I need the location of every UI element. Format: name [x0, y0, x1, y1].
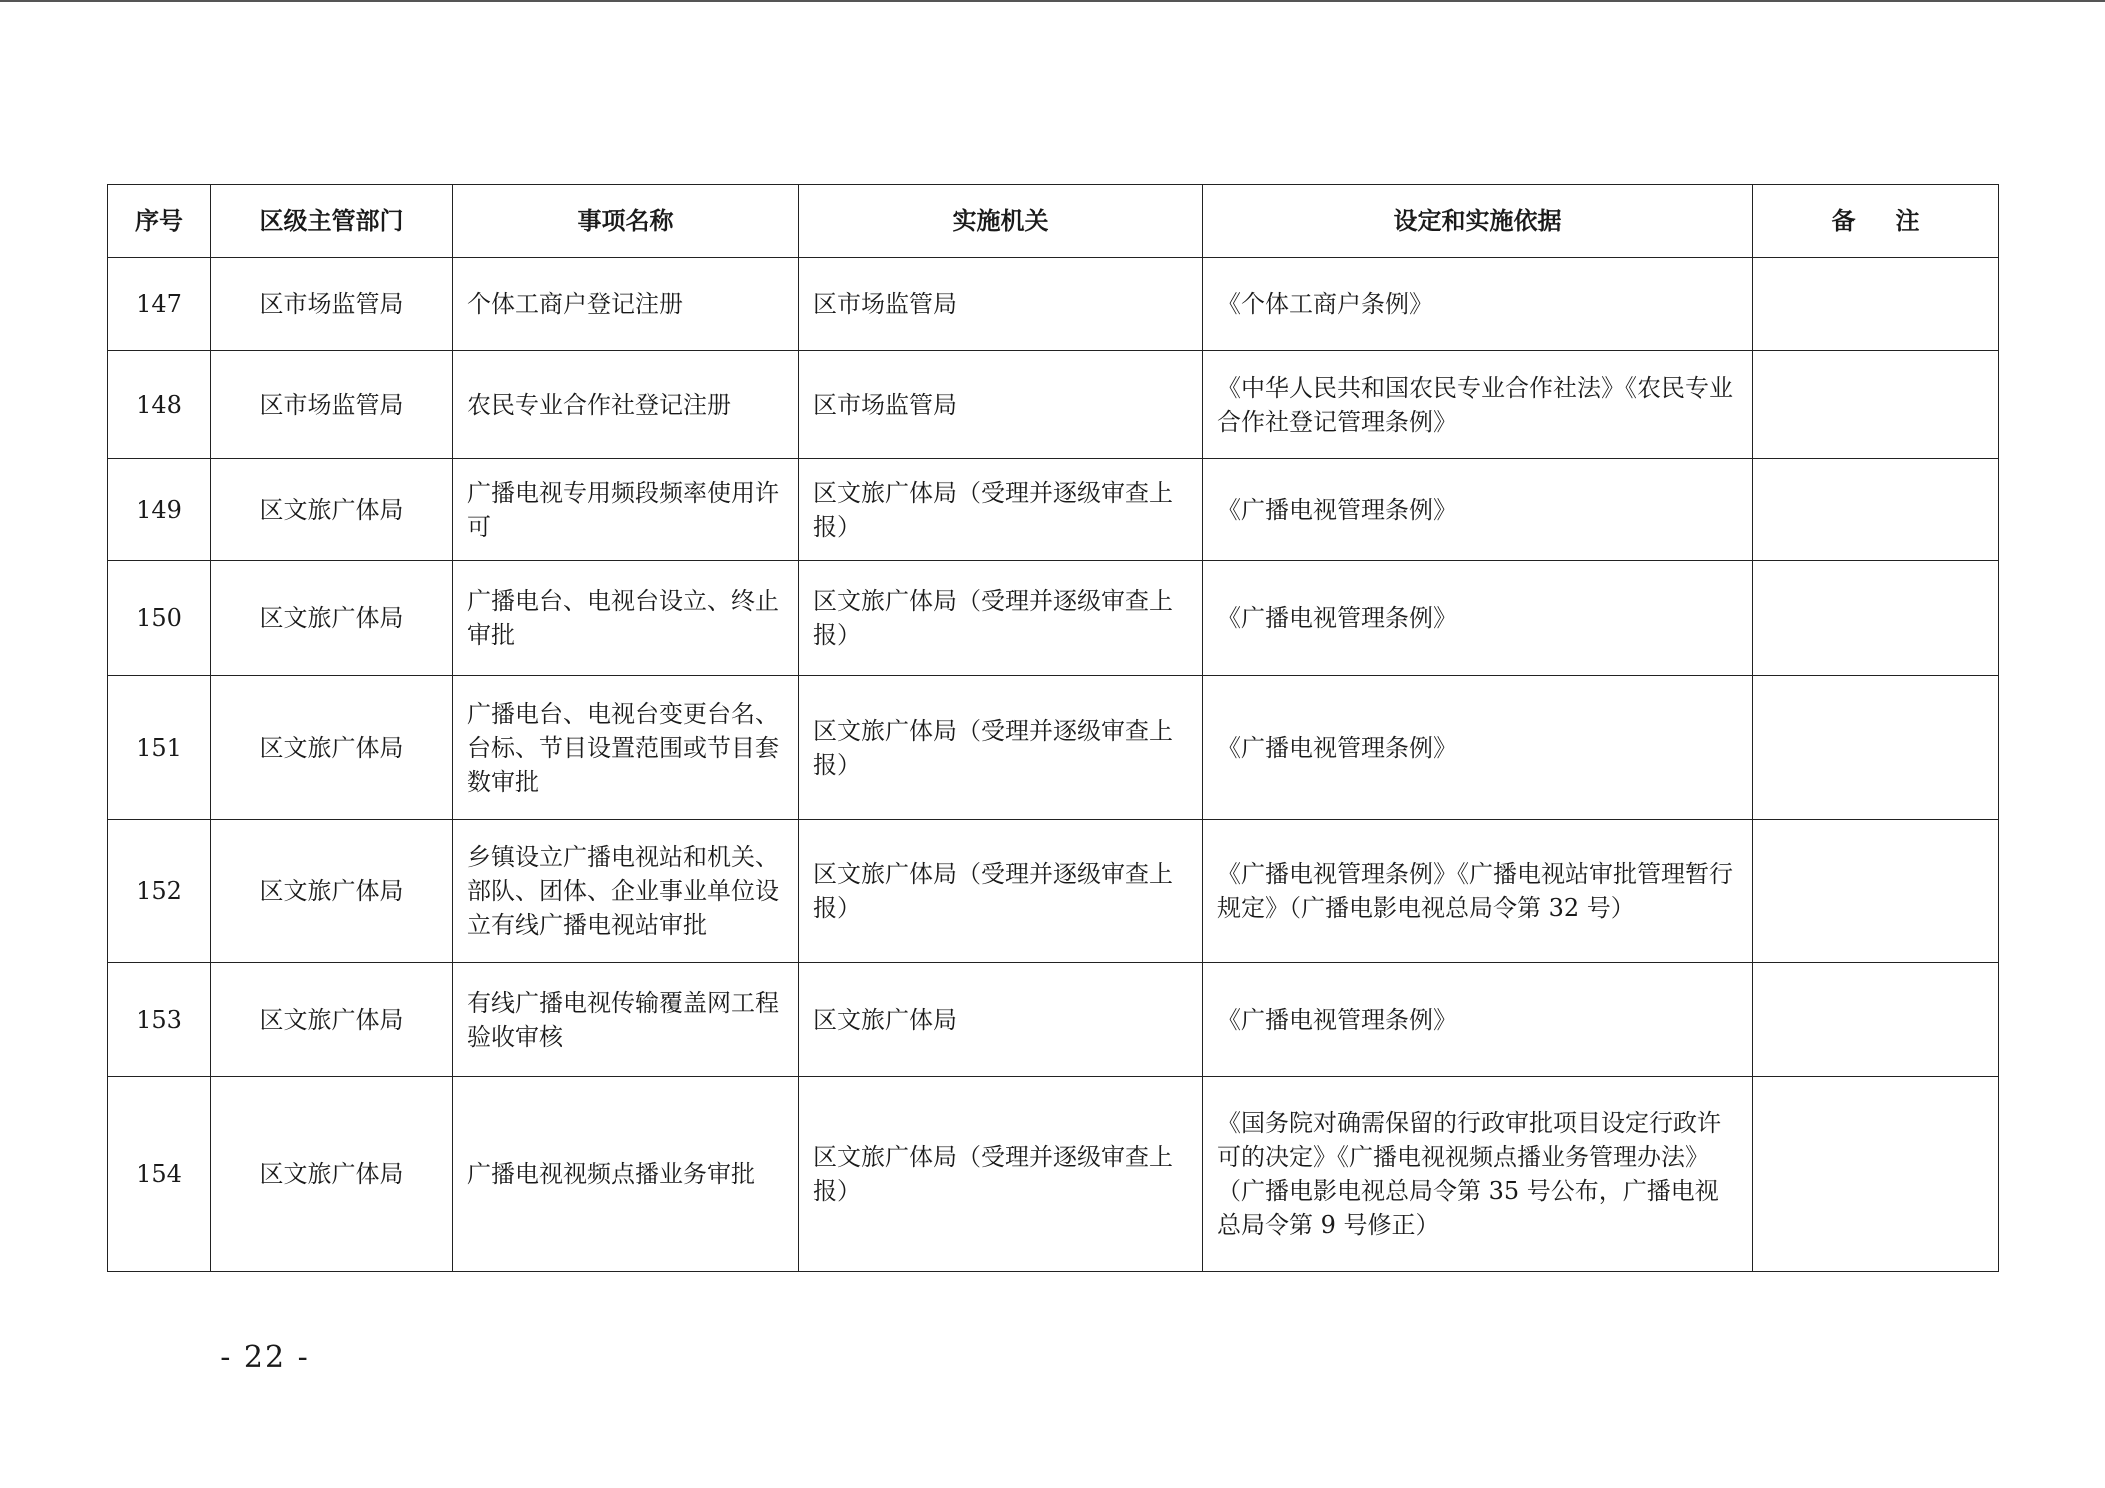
cell-dept: 区文旅广体局 — [211, 676, 453, 820]
cell-name: 广播电台、电视台设立、终止审批 — [453, 561, 799, 676]
cell-remark — [1753, 459, 1999, 561]
table-row — [108, 351, 1999, 459]
table-row — [108, 1077, 1999, 1272]
cell-agency: 区市场监管局 — [799, 351, 1203, 459]
table-row — [108, 963, 1999, 1077]
cell-seq: 149 — [108, 459, 211, 561]
cell-remark — [1753, 1077, 1999, 1272]
cell-name: 广播电视视频点播业务审批 — [453, 1077, 799, 1272]
cell-seq: 154 — [108, 1077, 211, 1272]
cell-seq: 152 — [108, 820, 211, 963]
table-row — [108, 561, 1999, 676]
cell-remark — [1753, 258, 1999, 351]
cell-remark — [1753, 963, 1999, 1077]
cell-dept: 区文旅广体局 — [211, 459, 453, 561]
cell-remark — [1753, 676, 1999, 820]
cell-name: 有线广播电视传输覆盖网工程验收审核 — [453, 963, 799, 1077]
cell-seq: 153 — [108, 963, 211, 1077]
header-remark — [1753, 185, 1999, 258]
header-dept: 区级主管部门 — [211, 185, 453, 258]
cell-dept: 区文旅广体局 — [211, 963, 453, 1077]
cell-seq: 147 — [108, 258, 211, 351]
header-agency: 实施机关 — [799, 185, 1203, 258]
table-row — [108, 459, 1999, 561]
cell-agency: 区文旅广体局（受理并逐级审查上报） — [799, 820, 1203, 963]
cell-name: 个体工商户登记注册 — [453, 258, 799, 351]
cell-seq: 150 — [108, 561, 211, 676]
cell-dept: 区文旅广体局 — [211, 820, 453, 963]
table-row — [108, 258, 1999, 351]
cell-agency: 区文旅广体局（受理并逐级审查上报） — [799, 676, 1203, 820]
top-border-line — [0, 0, 2105, 2]
cell-seq: 151 — [108, 676, 211, 820]
page-number: - 22 - — [220, 1340, 310, 1375]
cell-agency: 区文旅广体局（受理并逐级审查上报） — [799, 561, 1203, 676]
cell-name: 广播电台、电视台变更台名、台标、节目设置范围或节目套数审批 — [453, 676, 799, 820]
cell-basis: 《广播电视管理条例》 — [1203, 561, 1753, 676]
header-seq: 序号 — [108, 185, 211, 258]
cell-remark — [1753, 561, 1999, 676]
cell-dept: 区文旅广体局 — [211, 561, 453, 676]
cell-basis: 《中华人民共和国农民专业合作社法》《农民专业合作社登记管理条例》 — [1203, 351, 1753, 459]
cell-agency: 区文旅广体局（受理并逐级审查上报） — [799, 459, 1203, 561]
approval-items-table — [107, 184, 1999, 1272]
header-basis: 设定和实施依据 — [1203, 185, 1753, 258]
table-header-row — [108, 185, 1999, 258]
table-row — [108, 820, 1999, 963]
cell-basis: 《广播电视管理条例》《广播电视站审批管理暂行规定》（广播电影电视总局令第 32 号） — [1203, 820, 1753, 963]
cell-remark — [1753, 820, 1999, 963]
cell-basis: 《广播电视管理条例》 — [1203, 459, 1753, 561]
header-remark-label: 备注 — [1831, 206, 1960, 235]
cell-seq: 148 — [108, 351, 211, 459]
cell-name: 乡镇设立广播电视站和机关、部队、团体、企业事业单位设立有线广播电视站审批 — [453, 820, 799, 963]
cell-dept: 区市场监管局 — [211, 351, 453, 459]
cell-name: 农民专业合作社登记注册 — [453, 351, 799, 459]
cell-name: 广播电视专用频段频率使用许可 — [453, 459, 799, 561]
cell-agency: 区市场监管局 — [799, 258, 1203, 351]
cell-remark — [1753, 351, 1999, 459]
cell-basis: 《广播电视管理条例》 — [1203, 963, 1753, 1077]
cell-dept: 区文旅广体局 — [211, 1077, 453, 1272]
cell-basis: 《广播电视管理条例》 — [1203, 676, 1753, 820]
cell-dept: 区市场监管局 — [211, 258, 453, 351]
table-row — [108, 676, 1999, 820]
cell-agency: 区文旅广体局 — [799, 963, 1203, 1077]
cell-agency: 区文旅广体局（受理并逐级审查上报） — [799, 1077, 1203, 1272]
header-name: 事项名称 — [453, 185, 799, 258]
cell-basis: 《个体工商户条例》 — [1203, 258, 1753, 351]
cell-basis: 《国务院对确需保留的行政审批项目设定行政许可的决定》《广播电视视频点播业务管理办法》（广播电影电视总局令第 35 号公布，广播电视总局令第 9 号修正） — [1203, 1077, 1753, 1272]
